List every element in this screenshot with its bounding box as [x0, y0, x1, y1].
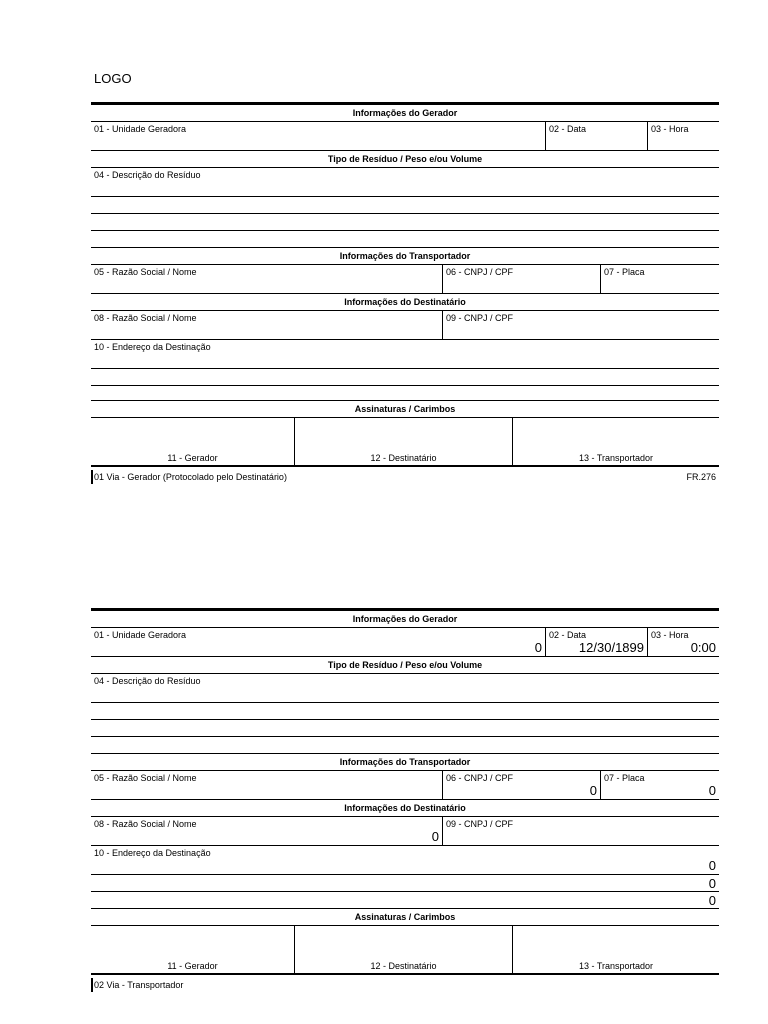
section-transportador-title: Informações do Transportador — [91, 754, 719, 771]
placa-label: 07 - Placa — [604, 267, 645, 277]
signature-transportador[interactable] — [512, 926, 719, 973]
cnpj-transportador-label: 06 - CNPJ / CPF — [446, 267, 514, 277]
residuo-line[interactable] — [91, 231, 719, 248]
section-transportador-title: Informações do Transportador — [91, 248, 719, 265]
data-value: 12/30/1899 — [578, 640, 644, 655]
cnpj-transportador-field[interactable] — [442, 265, 600, 293]
transportador-row — [91, 771, 719, 800]
section-residuo-title: Tipo de Resíduo / Peso e/ou Volume — [91, 657, 719, 674]
endereco-destinacao-field[interactable] — [91, 846, 719, 875]
section-destinatario-title: Informações do Destinatário — [91, 800, 719, 817]
razao-social-transportador-label: 05 - Razão Social / Nome — [94, 773, 197, 783]
form-code: FR.276 — [686, 472, 716, 482]
endereco-destinacao-label: 10 - Endereço da Destinação — [94, 342, 211, 352]
destinatario-row — [91, 311, 719, 340]
data-field[interactable] — [545, 122, 647, 150]
residuo-line[interactable] — [91, 214, 719, 231]
endereco-destinacao-label: 10 - Endereço da Destinação — [94, 848, 211, 858]
gerador-row — [91, 122, 719, 151]
residuo-line[interactable] — [91, 720, 719, 737]
cnpj-destinatario-field[interactable] — [442, 311, 719, 339]
footer-marker — [91, 978, 93, 992]
section-gerador-title: Informações do Gerador — [91, 608, 719, 628]
razao-social-transportador-label: 05 - Razão Social / Nome — [94, 267, 197, 277]
signature-gerador-label: 11 - Gerador — [167, 453, 218, 463]
signature-transportador[interactable] — [512, 418, 719, 465]
section-residuo-title: Tipo de Resíduo / Peso e/ou Volume — [91, 151, 719, 168]
gerador-row — [91, 628, 719, 657]
descricao-residuo-field[interactable] — [91, 168, 719, 197]
endereco-line[interactable] — [91, 892, 719, 909]
cnpj-destinatario-field[interactable] — [442, 817, 719, 845]
signatures-row — [91, 418, 719, 467]
razao-social-destinatario-value: 0 — [431, 829, 439, 844]
signature-gerador[interactable] — [91, 926, 294, 973]
cnpj-transportador-label: 06 - CNPJ / CPF — [446, 773, 514, 783]
razao-social-transportador-field[interactable] — [91, 265, 442, 293]
signature-destinatario-label: 12 - Destinatário — [370, 453, 437, 463]
endereco-line[interactable] — [91, 875, 719, 892]
descricao-residuo-label: 04 - Descrição do Resíduo — [94, 676, 201, 686]
hora-field[interactable] — [647, 122, 719, 150]
signature-destinatario[interactable] — [294, 926, 512, 973]
signature-destinatario-label: 12 - Destinatário — [370, 961, 437, 971]
cnpj-destinatario-label: 09 - CNPJ / CPF — [446, 819, 514, 829]
hora-label: 03 - Hora — [651, 124, 689, 134]
signature-transportador-label: 13 - Transportador — [578, 961, 654, 971]
transportador-row — [91, 265, 719, 294]
endereco-line[interactable] — [91, 386, 719, 401]
descricao-residuo-label: 04 - Descrição do Resíduo — [94, 170, 201, 180]
endereco-value: 0 — [708, 893, 716, 908]
razao-social-destinatario-label: 08 - Razão Social / Nome — [94, 819, 197, 829]
placa-field[interactable] — [600, 771, 719, 799]
razao-social-destinatario-field[interactable] — [91, 311, 442, 339]
endereco-destinacao-field[interactable] — [91, 340, 719, 369]
signature-transportador-label: 13 - Transportador — [578, 453, 654, 463]
hora-field[interactable] — [647, 628, 719, 656]
section-assinaturas-title: Assinaturas / Carimbos — [91, 909, 719, 926]
descricao-residuo-field[interactable] — [91, 674, 719, 703]
signature-destinatario[interactable] — [294, 418, 512, 465]
razao-social-transportador-field[interactable] — [91, 771, 442, 799]
data-field[interactable] — [545, 628, 647, 656]
section-gerador-title: Informações do Gerador — [91, 102, 719, 122]
unidade-geradora-value: 0 — [534, 640, 542, 655]
destinatario-row — [91, 817, 719, 846]
waste-manifest-form-copy-1 — [91, 102, 719, 484]
hora-value: 0:00 — [690, 640, 716, 655]
placa-label: 07 - Placa — [604, 773, 645, 783]
cnpj-transportador-field[interactable] — [442, 771, 600, 799]
placa-field[interactable] — [600, 265, 719, 293]
residuo-line[interactable] — [91, 703, 719, 720]
waste-manifest-form-copy-2 — [91, 608, 719, 992]
unidade-geradora-label: 01 - Unidade Geradora — [94, 630, 187, 640]
razao-social-destinatario-label: 08 - Razão Social / Nome — [94, 313, 197, 323]
endereco-value: 0 — [708, 876, 716, 891]
unidade-geradora-field[interactable] — [91, 628, 545, 656]
unidade-geradora-label: 01 - Unidade Geradora — [94, 124, 187, 134]
residuo-line[interactable] — [91, 737, 719, 754]
razao-social-destinatario-field[interactable] — [91, 817, 442, 845]
placa-value: 0 — [708, 783, 716, 798]
hora-label: 03 - Hora — [651, 630, 689, 640]
section-destinatario-title: Informações do Destinatário — [91, 294, 719, 311]
data-label: 02 - Data — [549, 124, 587, 134]
endereco-value: 0 — [708, 858, 716, 873]
copy-designation: 02 Via - Transportador — [94, 980, 184, 990]
logo-text: LOGO — [94, 71, 132, 86]
copy-footer — [91, 470, 719, 484]
data-label: 02 - Data — [549, 630, 587, 640]
cnpj-destinatario-label: 09 - CNPJ / CPF — [446, 313, 514, 323]
section-assinaturas-title: Assinaturas / Carimbos — [91, 401, 719, 418]
signatures-row — [91, 926, 719, 975]
unidade-geradora-field[interactable] — [91, 122, 545, 150]
cnpj-transportador-value: 0 — [589, 783, 597, 798]
footer-marker — [91, 470, 93, 484]
signature-gerador-label: 11 - Gerador — [167, 961, 218, 971]
endereco-line[interactable] — [91, 369, 719, 386]
copy-designation: 01 Via - Gerador (Protocolado pelo Destinatário) — [94, 472, 287, 482]
signature-gerador[interactable] — [91, 418, 294, 465]
copy-footer — [91, 978, 719, 992]
residuo-line[interactable] — [91, 197, 719, 214]
